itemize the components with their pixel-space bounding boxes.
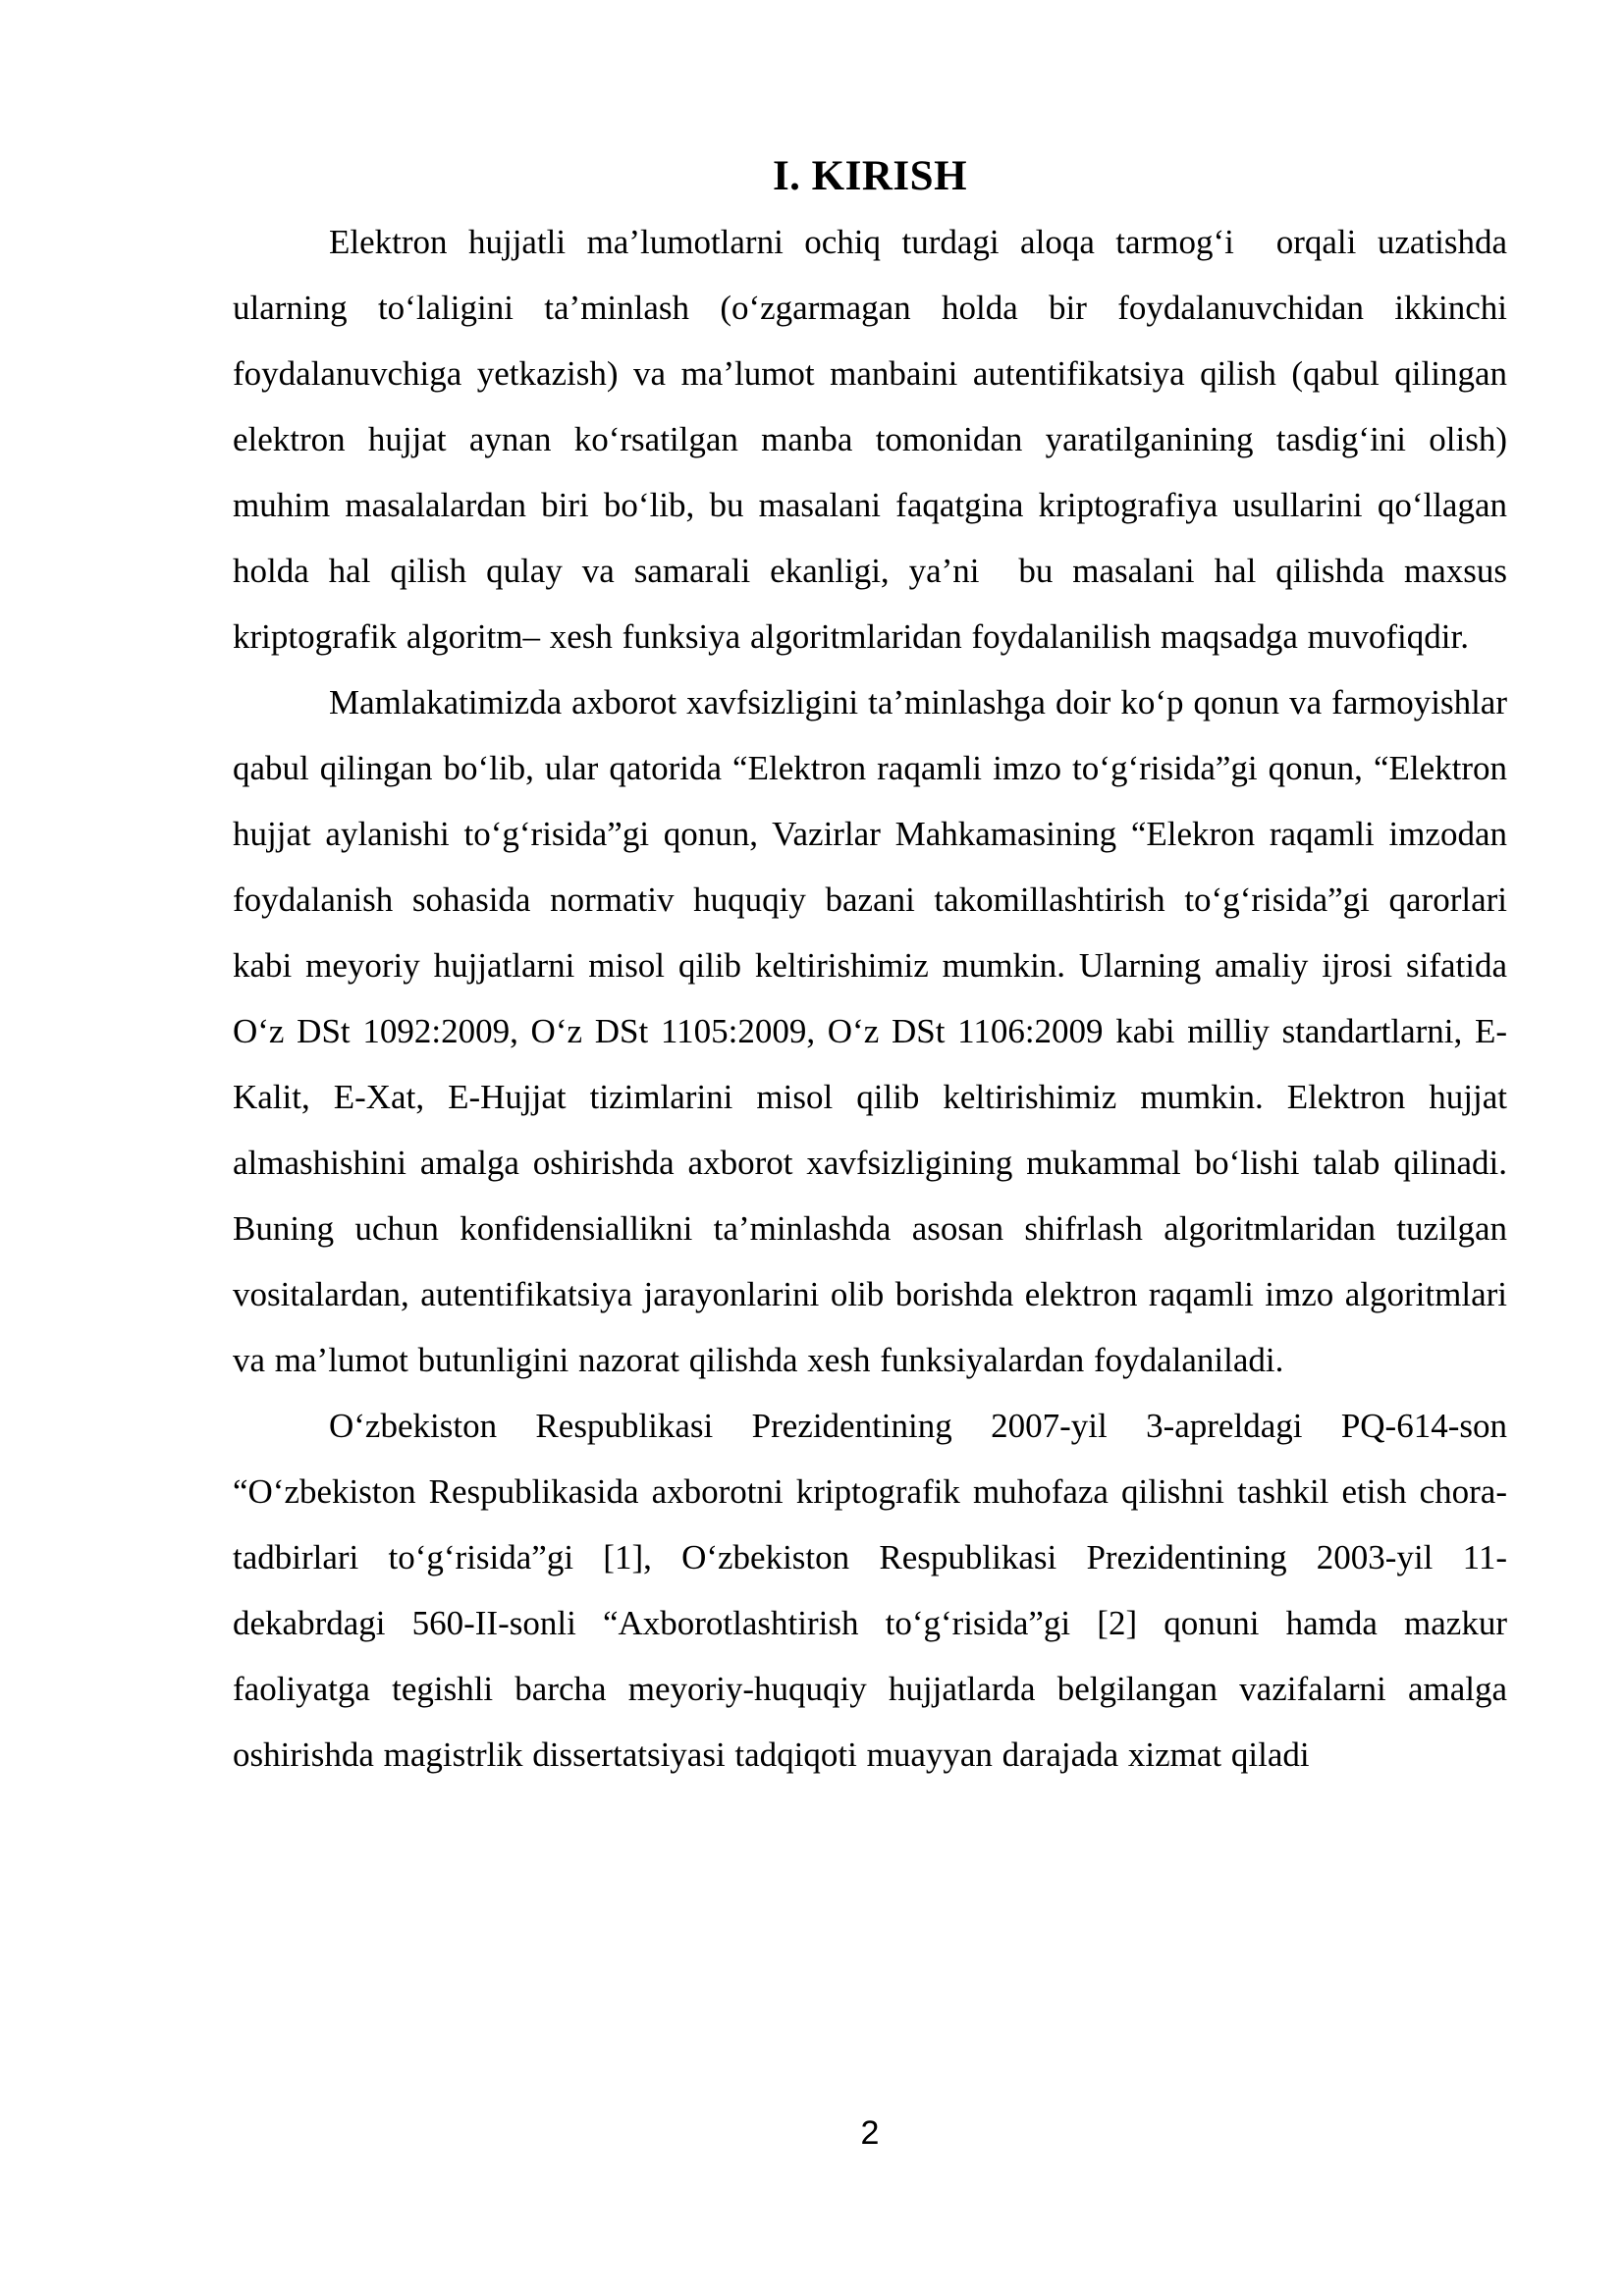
document-body — [233, 143, 1527, 1788]
paragraph-3: O‘zbekiston Respublikasi Prezidentining 2007-yil 3-apreldagi PQ-614-son “O‘zbekiston Respublikasida axborotni kriptografik muhofaza qilishni tashkil etish chora-tadbirlari to‘g‘risida”gi [1], O‘zbekiston Respublikasi Prezidentining 2003-yil 11-dekabrdagi 560-II-sonli “Axborotlashtirish to‘g‘risida”gi [2] qonuni hamda mazkur faoliyatga tegishli barcha meyoriy-huquqiy hujjatlarda belgilangan vazifalarni amalga oshirishda magistrlik dissertatsiyasi tadqiqoti muayyan darajada xizmat qiladi — [233, 1407, 1517, 1774]
page-number: 2 — [860, 2114, 880, 2152]
paragraph-1: Elektron hujjatli ma’lumotlarni ochiq turdagi aloqa tarmog‘i orqali uzatishda ularning to‘laligini ta’minlash (o‘zgarmagan holda bir foydalanuvchidan ikkinchi foydalanuvchiga yetkazish) va ma’lumot manbaini autentifikatsiya qilish (qabul qilingan elektron hujjat aynan ko‘rsatilgan manba tomonidan yaratilganining tasdig‘ini olish) muhim masalalardan biri bo‘lib, bu masalani faqatgina kriptografiya usullarini qo‘llagan holda hal qilish qulay va samarali ekanligi, ya’ni bu masalani hal qilishda maxsus kriptografik algoritm– xesh funksiya algoritmlaridan foydalanilish maqsadga muvofiqdir. — [233, 223, 1527, 656]
section-title: I. KIRISH — [772, 153, 968, 199]
paragraph-2: Mamlakatimizda axborot xavfsizligini ta’minlashga doir ko‘p qonun va farmoyishlar qabul qilingan bo‘lib, ular qatorida “Elektron raqamli imzo to‘g‘risida”gi qonun, “Elektron hujjat aylanishi to‘g‘risida”gi qonun, Vazirlar Mahkamasining “Elekron raqamli imzodan foydalanish sohasida normativ huquqiy bazani takomillashtirish to‘g‘risida”gi qarorlari kabi meyoriy hujjatlarni misol qilib keltirishimiz mumkin. Ularning amaliy ijrosi sifatida O‘z DSt 1092:2009, O‘z DSt 1105:2009, O‘z DSt 1106:2009 kabi milliy standartlarni, E-Kalit, E-Xat, E-Hujjat tizimlarini misol qilib keltirishimiz mumkin. Elektron hujjat almashishini amalga oshirishda axborot xavfsizligining mukammal bo‘lishi talab qilinadi. Buning uchun konfidensiallikni ta’minlashda asosan shifrlash algoritmlaridan tuzilgan vositalardan, autentifikatsiya jarayonlarini olib borishda elektron raqamli imzo algoritmlari va ma’lumot butunligini nazorat qilishda xesh funksiyalardan foydalaniladi. — [233, 683, 1517, 1379]
